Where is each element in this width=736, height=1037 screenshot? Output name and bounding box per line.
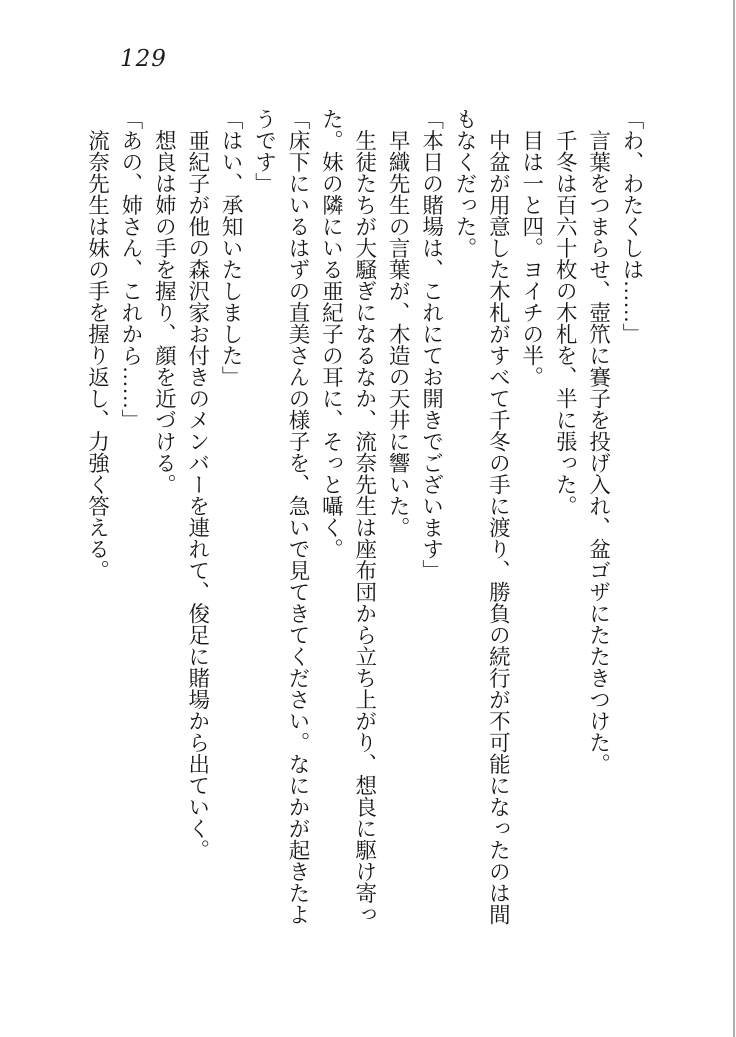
text-line: 流奈先生は妹の手を握り返し、力強く答える。: [85, 108, 110, 581]
text-line: 「床下にいるはずの直美さんの様子を、急いで見てきてください。なにかが起きたよ: [285, 108, 310, 925]
text-line: 目は一と四。ヨイチの半。: [519, 108, 544, 388]
page-edge-line: [733, 0, 735, 1037]
text-line: た。妹の隣にいる亜紀子の耳に、そっと囁く。: [319, 108, 344, 560]
text-line: 「わ、わたくしは……」: [620, 108, 644, 345]
text-line: 「はい、承知いたしました」: [219, 108, 244, 388]
text-line: 「あの、姉さん、これから……」: [118, 108, 143, 431]
text-line: 「本日の賭場は、これにてお開きでございます」: [419, 108, 444, 581]
text-line: 生徒たちが大騒ぎになるなか、流奈先生は座布団から立ち上がり、想良に駆け寄っ: [352, 108, 377, 925]
page-number: 129: [120, 46, 167, 72]
text-line: 早織先生の言葉が、木造の天井に響いた。: [386, 108, 411, 538]
text-line: 中盆が用意した木札がすべて千冬の手に渡り、勝負の続行が不可能になったのは間: [486, 108, 511, 925]
text-block: [80, 108, 648, 944]
text-line: 亜紀子が他の森沢家お付きのメンバーを連れて、俊足に賭場から出ていく。: [185, 108, 210, 861]
text-line: 千冬は百六十枚の木札を、半に張った。: [553, 108, 578, 517]
text-line: もなくだった。: [452, 108, 477, 259]
text-line: うです」: [252, 108, 277, 194]
text-line: 想良は姉の手を握り、顔を近づける。: [152, 108, 177, 495]
text-line: 言葉をつまらせ、壺笊に賽子を投げ入れ、盆ゴザにたたきつけた。: [586, 108, 611, 775]
